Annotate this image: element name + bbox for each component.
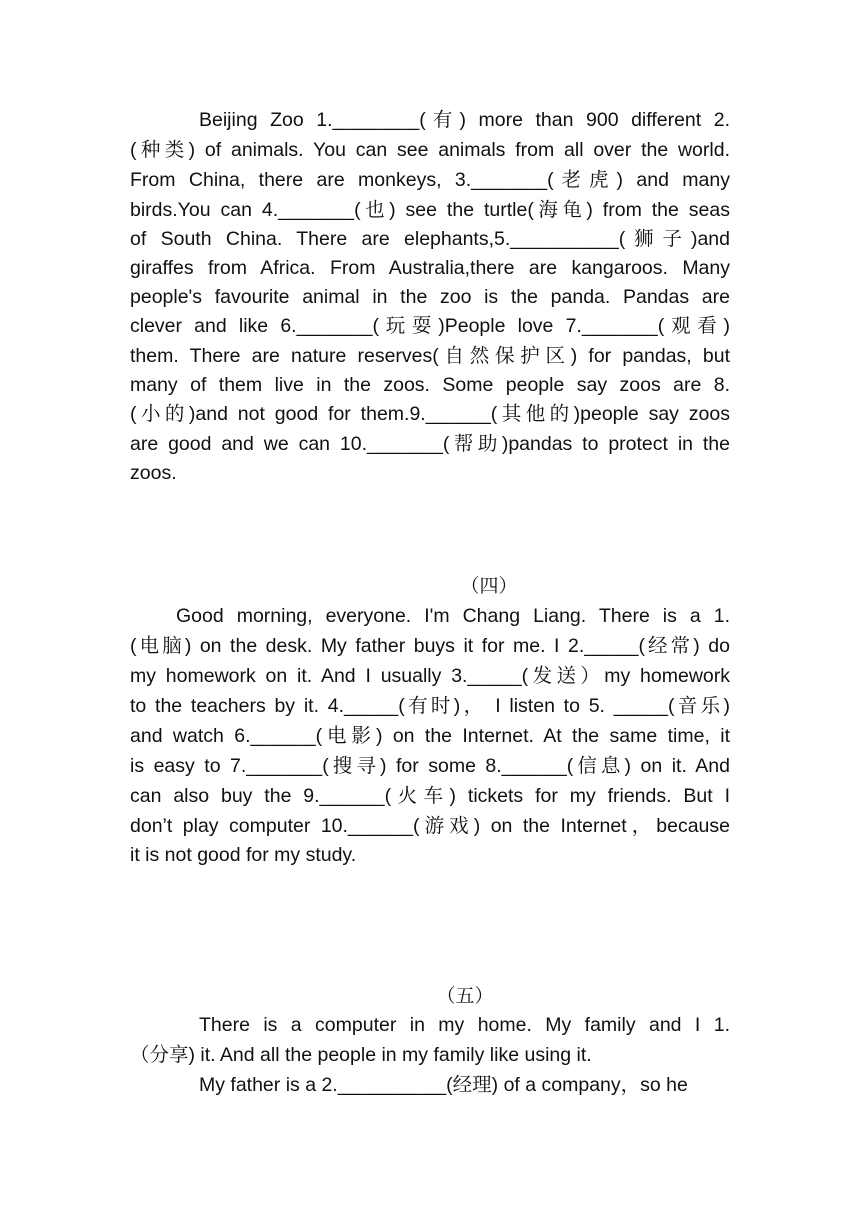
passage-line: them. There are nature reserves(自然保护区) for pandas, but (130, 345, 730, 367)
passage-line: people's favourite animal in the zoo is the panda. Pandas are (130, 286, 730, 308)
passage-line: of South China. There are elephants,5.__________(狮子)and (130, 228, 730, 250)
passage-line: it is not good for my study. (130, 844, 357, 866)
passage-line: (电脑) on the desk. My father buys it for me. I 2._____(经常) do (130, 635, 730, 657)
passage-line: birds.You can 4._______(也) see the turtle(海龟) from the seas (130, 199, 730, 221)
passage-line: is easy to 7._______(搜寻) for some 8.______(信息) on it. And (130, 755, 730, 777)
passage-line: many of them live in the zoos. Some people say zoos are 8. (130, 374, 730, 396)
passage-line: giraffes from Africa. From Australia,there are kangaroos. Many (130, 257, 730, 279)
passage-line: to the teachers by it. 4._____(有时)， I listen to 5. _____(音乐) (130, 695, 730, 717)
passage-line: From China, there are monkeys, 3._______(老虎) and many (130, 169, 730, 191)
passage-line: (种类) of animals. You can see animals from all over the world. (130, 139, 730, 161)
passage-line: my homework on it. And I usually 3._____(发送）my homework (130, 665, 730, 687)
passage-line: can also buy the 9.______(火车) tickets for my friends. But I (130, 785, 730, 807)
passage-line: Beijing Zoo 1.________(有) more than 900 different 2. (199, 109, 730, 131)
passage-line: clever and like 6._______(玩耍)People love 7._______(观看) (130, 315, 730, 337)
passage-line: are good and we can 10._______(帮助)pandas to protect in the (130, 433, 730, 455)
passage-line: and watch 6.______(电影) on the Internet. At the same time, it (130, 725, 730, 747)
passage-line: There is a computer in my home. My family and I 1. (199, 1014, 730, 1036)
passage-line: zoos. (130, 462, 177, 484)
passage-line: （分享) it. And all the people in my family like using it. (130, 1044, 592, 1066)
passage-line: Good morning, everyone. I'm Chang Liang. There is a 1. (176, 605, 730, 627)
passage-line: My father is a 2.__________(经理) of a company，so he (199, 1074, 688, 1096)
section-heading-4: （四） (460, 575, 518, 597)
passage-line: (小的)and not good for them.9.______(其他的)people say zoos (130, 403, 730, 425)
section-heading-5: （五） (436, 985, 494, 1007)
passage-line: don’t play computer 10.______(游戏) on the Internet，because (130, 815, 730, 837)
